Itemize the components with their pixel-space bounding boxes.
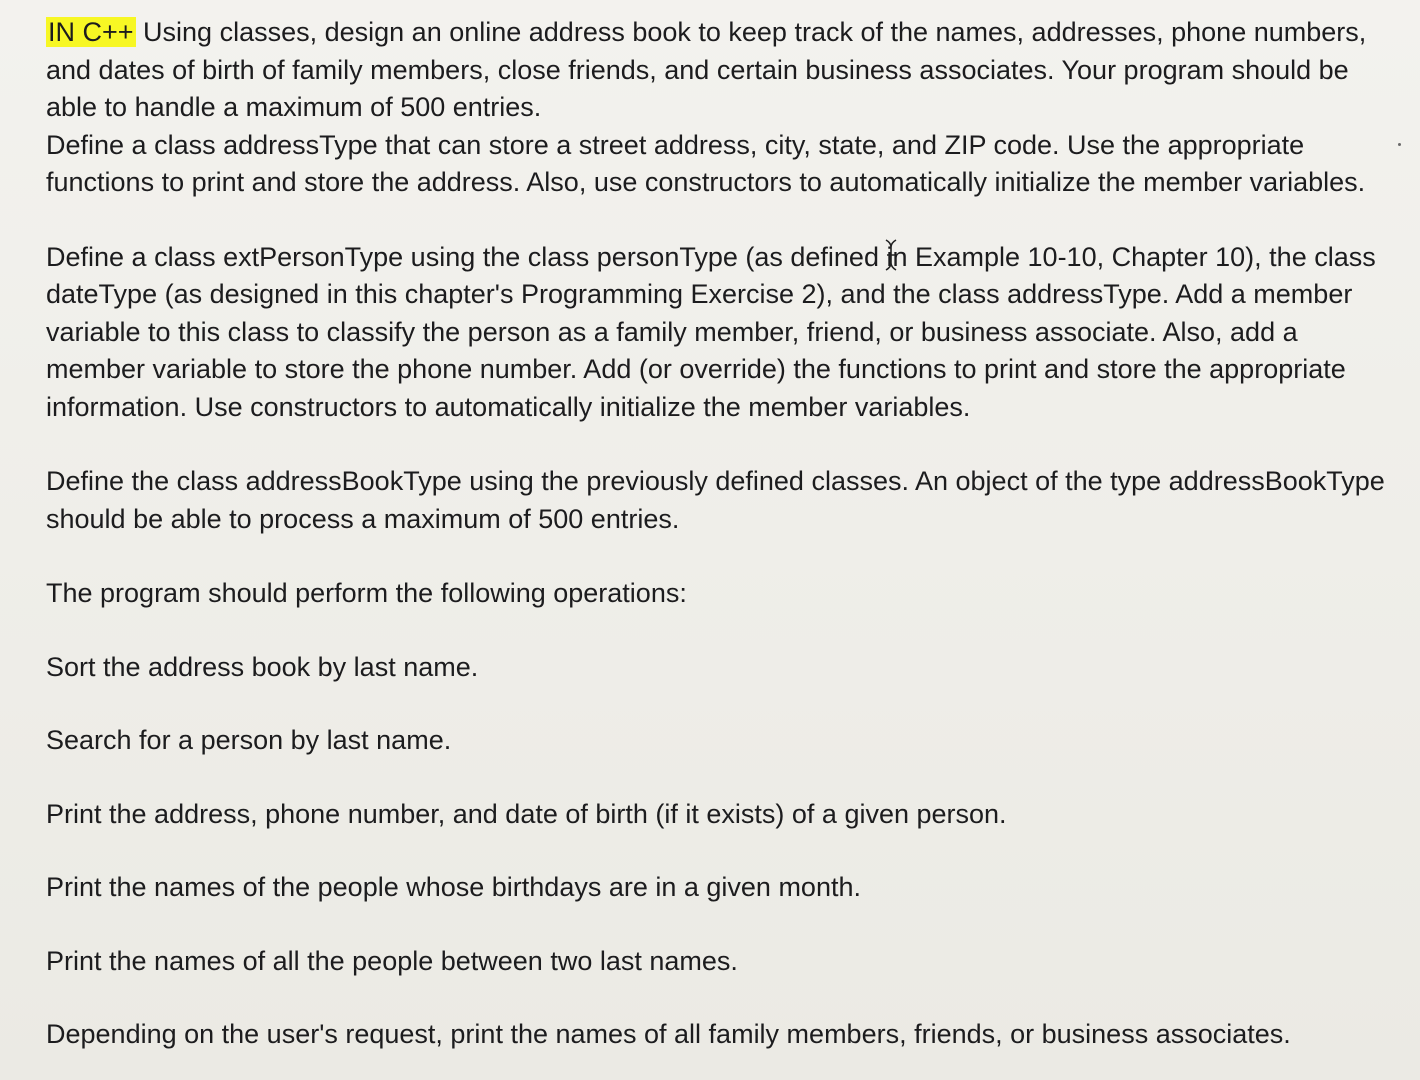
document-body: [46, 14, 1386, 1054]
spacer: [46, 760, 1386, 796]
intro-text: Using classes, design an online address book to keep track of the names, addresses, phone numbers, and dates of birth of family members, close friends, and certain business associates. Your program should be able to handle a maximum of 500 entries.: [46, 17, 1367, 122]
stray-dot: [1398, 143, 1401, 146]
spacer: [46, 613, 1386, 649]
ext-person-type-text-b: Example 10-10, Chapter 10), the class dateType (as designed in this chapter's Programming Exercise 2), and the class addressType. Add a member variable to this class to classify the person as a family member, friend, or business associate. Also, add a member variable to store the phone number. Add (or override) the functions to print and store the appropriate information. Use constructors to automatically initialize the member variables.: [46, 241, 1376, 422]
spacer: [46, 980, 1386, 1016]
address-type-paragraph: Define a class addressType that can store a street address, city, state, and ZIP code. Use the appropriate functions to print and store the address. Also, use constructors to automatically initialize the member variables.: [46, 129, 1366, 197]
spacer: [46, 686, 1386, 722]
operation-item: Depending on the user's request, print the names of all family members, friends, or business associates.: [46, 1019, 1291, 1049]
spacer: [46, 833, 1386, 869]
operation-item: Sort the address book by last name.: [46, 651, 479, 682]
operation-item: Print the names of all the people between two last names.: [46, 945, 738, 976]
ext-person-type-text-a: Define a class extPersonType using the class personType (as defined in: [46, 241, 908, 272]
operation-item: Print the names of the people whose birthdays are in a given month.: [46, 872, 861, 902]
operation-item: Print the address, phone number, and date of birth (if it exists) of a given person.: [46, 798, 1007, 829]
address-book-type-paragraph: Define the class addressBookType using the previously defined classes. An object of the type addressBookType should be able to process a maximum of 500 entries.: [46, 466, 1385, 534]
ext-person-type-paragraph: [46, 239, 1386, 427]
operation-item: Search for a person by last name.: [46, 725, 452, 755]
spacer: [46, 426, 1386, 463]
language-highlight: IN C++: [48, 17, 134, 47]
spacer: [46, 907, 1386, 943]
spacer: [46, 538, 1386, 575]
intro-paragraph: [46, 14, 1386, 127]
operations-intro: The program should perform the following operations:: [46, 578, 687, 608]
spacer: [46, 202, 1386, 239]
